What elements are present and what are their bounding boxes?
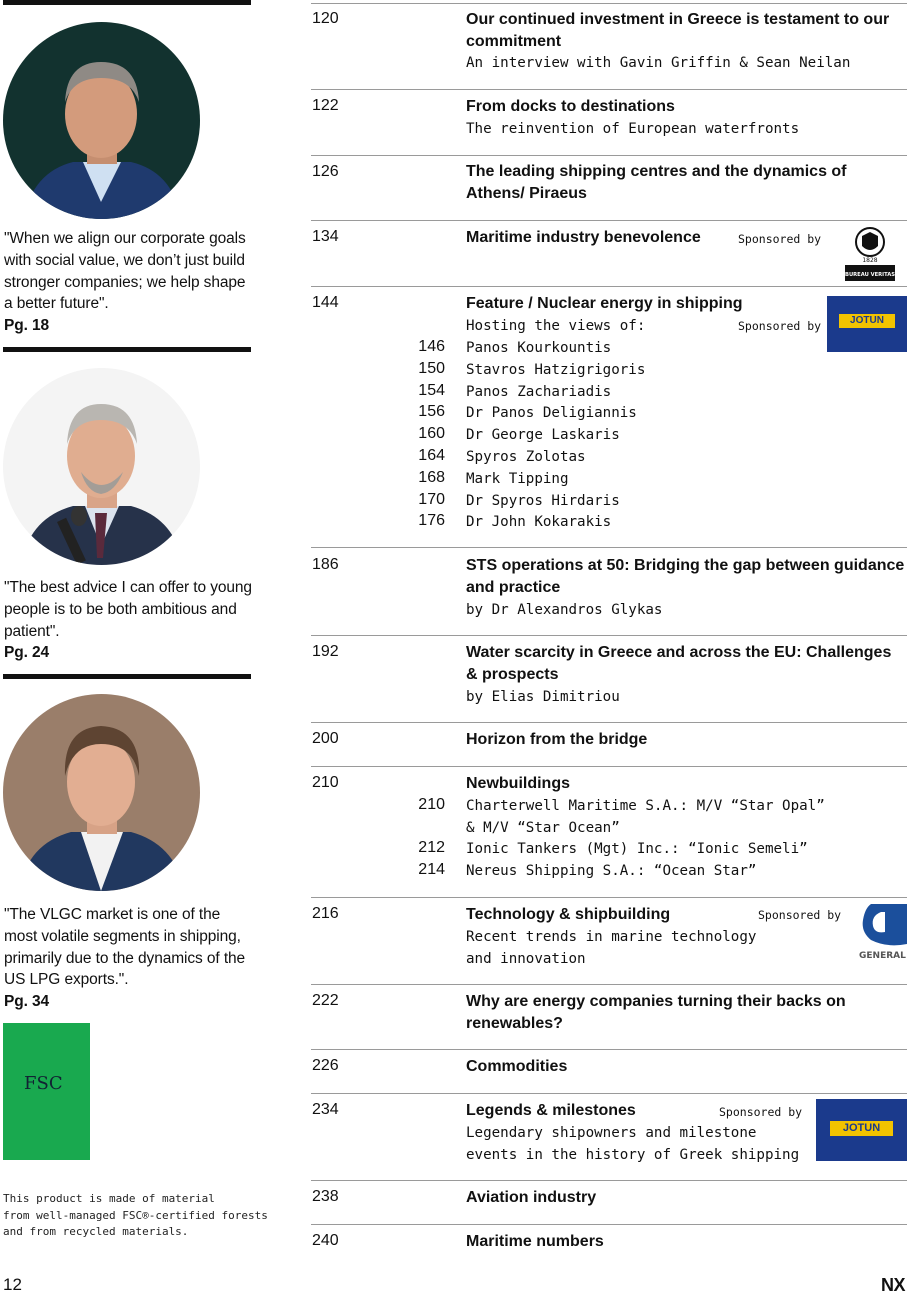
toc-page-number: 238 — [312, 1188, 339, 1205]
sub-page-number: 214 — [418, 861, 445, 878]
sub-entry[interactable]: Panos Zachariadis — [466, 384, 612, 400]
toc-page-number: 240 — [312, 1232, 339, 1249]
toc-title[interactable]: From docks to destinations — [466, 98, 675, 115]
toc-title[interactable]: Horizon from the bridge — [466, 731, 648, 748]
toc-page-number: 120 — [312, 10, 339, 27]
toc-page-number: 226 — [312, 1057, 339, 1074]
sponsor-name: GENERAL — [859, 951, 906, 961]
toc-title[interactable]: Technology & shipbuilding — [466, 906, 671, 923]
sub-page-number: 168 — [418, 469, 445, 486]
sub-entry[interactable]: Charterwell Maritime S.A.: M/V “Star Opal” — [466, 798, 825, 814]
sub-page-number: 146 — [418, 338, 445, 355]
toc-title[interactable]: Water scarcity in Greece and across the EU: Challenges & prospects — [466, 644, 892, 683]
row-divider — [311, 3, 907, 4]
sub-page-number: 154 — [418, 382, 445, 399]
sub-entry[interactable]: Ionic Tankers (Mgt) Inc.: “Ionic Semeli” — [466, 841, 808, 857]
quote-text: "When we align our corporate goals with social value, we don’t just build stronger companies; we help shape a better future". — [4, 230, 246, 313]
toc-page-number: 234 — [312, 1101, 339, 1118]
row-divider — [311, 722, 907, 723]
toc-title[interactable]: The leading shipping centres and the dynamics of Athens/ Piraeus — [466, 163, 847, 202]
toc-title[interactable]: STS operations at 50: Bridging the gap between guidance and practice — [466, 557, 905, 596]
toc-title[interactable]: Our continued investment in Greece is testament to our commitment — [466, 11, 890, 50]
toc-subtitle: Legendary shipowners and milestone — [466, 1125, 757, 1141]
fsc-logo — [3, 1023, 90, 1160]
toc-subtitle: Hosting the views of: — [466, 318, 646, 334]
toc-subtitle: by Elias Dimitriou — [466, 689, 620, 705]
divider-rule — [3, 347, 251, 352]
toc-title[interactable]: Why are energy companies turning their backs on renewables? — [466, 993, 846, 1032]
toc-title[interactable]: Newbuildings — [466, 775, 570, 792]
toc-page-number: 144 — [312, 294, 339, 311]
sponsor-year: 1828 — [862, 257, 878, 264]
sub-page-number: 212 — [418, 839, 445, 856]
sub-entry[interactable]: Stavros Hatzigrigoris — [466, 362, 646, 378]
toc-page-number: 126 — [312, 163, 339, 180]
pull-quote-3 — [4, 904, 254, 1013]
row-divider — [311, 547, 907, 548]
sponsor-name: JOTUN — [830, 1121, 893, 1136]
toc-title[interactable]: Maritime industry benevolence — [466, 229, 701, 246]
toc-page-number: 186 — [312, 556, 339, 573]
toc-page-number: 192 — [312, 643, 339, 660]
bureau-veritas-logo — [844, 224, 896, 282]
toc-page-number: 134 — [312, 228, 339, 245]
toc-page-number: 210 — [312, 774, 339, 791]
row-divider — [311, 1049, 907, 1050]
toc-subtitle: by Dr Alexandros Glykas — [466, 602, 663, 618]
sub-page-number: 170 — [418, 491, 445, 508]
toc-title[interactable]: Maritime numbers — [466, 1233, 604, 1250]
sub-page-number: 210 — [418, 796, 445, 813]
sub-entry[interactable]: Panos Kourkountis — [466, 340, 612, 356]
pull-quote-1 — [4, 228, 254, 337]
toc-subtitle: The reinvention of European waterfronts — [466, 121, 800, 137]
jotun-logo — [816, 1099, 907, 1161]
fsc-note: This product is made of material from well-managed FSC®-certified forests and from recycled materials. — [3, 1192, 268, 1238]
toc-page-number: 200 — [312, 730, 339, 747]
portrait-photo-2 — [3, 368, 200, 565]
portrait-photo-1 — [3, 22, 200, 219]
sponsored-by-label: Sponsored by — [738, 232, 822, 246]
row-divider — [311, 89, 907, 90]
toc-title[interactable]: Legends & milestones — [466, 1102, 636, 1119]
sub-entry[interactable]: Spyros Zolotas — [466, 449, 586, 465]
sub-page-number: 160 — [418, 425, 445, 442]
toc-subtitle-continued: events in the history of Greek shipping — [466, 1147, 800, 1163]
sub-entry[interactable]: Mark Tipping — [466, 471, 569, 487]
quote-page-ref: Pg. 18 — [4, 317, 50, 335]
quote-text: "The VLGC market is one of the most volatile segments in shipping, primarily due to the dynamics of the US LPG exports.". — [4, 906, 246, 989]
row-divider — [311, 897, 907, 898]
general-logo — [857, 900, 907, 962]
sub-page-number: 176 — [418, 512, 445, 529]
toc-title[interactable]: Aviation industry — [466, 1189, 597, 1206]
quote-page-ref: Pg. 24 — [4, 644, 50, 662]
row-divider — [311, 766, 907, 767]
divider-rule — [3, 0, 251, 5]
toc-page-number: 222 — [312, 992, 339, 1009]
toc-subtitle: An interview with Gavin Griffin & Sean Neilan — [466, 55, 851, 71]
quote-text: "The best advice I can offer to young people is to be both ambitious and patient". — [4, 579, 252, 640]
sub-entry[interactable]: Dr Spyros Hirdaris — [466, 493, 620, 509]
sub-entry[interactable]: Dr George Laskaris — [466, 427, 620, 443]
page-number: 12 — [3, 1275, 22, 1294]
portrait-photo-3 — [3, 694, 200, 891]
sponsored-by-label: Sponsored by — [758, 908, 842, 922]
quote-page-ref: Pg. 34 — [4, 993, 50, 1011]
row-divider — [311, 635, 907, 636]
row-divider — [311, 155, 907, 156]
divider-rule — [3, 674, 251, 679]
toc-title[interactable]: Commodities — [466, 1058, 568, 1075]
sub-page-number: 156 — [418, 403, 445, 420]
sub-entry[interactable]: Dr John Kokarakis — [466, 514, 612, 530]
toc-page-number: 122 — [312, 97, 339, 114]
sponsored-by-label: Sponsored by — [738, 319, 822, 333]
toc-title[interactable]: Feature / Nuclear energy in shipping — [466, 295, 743, 312]
sub-page-number: 164 — [418, 447, 445, 464]
row-divider — [311, 1180, 907, 1181]
pull-quote-2 — [4, 577, 254, 664]
sub-entry[interactable]: Nereus Shipping S.A.: “Ocean Star” — [466, 863, 757, 879]
row-divider — [311, 1093, 907, 1094]
toc-page-number: 216 — [312, 905, 339, 922]
toc-subtitle: Recent trends in marine technology — [466, 929, 757, 945]
sub-entry-continued: & M/V “Star Ocean” — [466, 820, 620, 836]
toc-subtitle-continued: and innovation — [466, 951, 586, 967]
row-divider — [311, 220, 907, 221]
row-divider — [311, 1224, 907, 1225]
brand-logo: NX — [880, 1275, 905, 1295]
sponsor-name: JOTUN — [839, 314, 895, 328]
row-divider — [311, 286, 907, 287]
sponsor-name: BUREAU VERITAS — [845, 272, 895, 278]
sub-entry[interactable]: Dr Panos Deligiannis — [466, 405, 637, 421]
jotun-logo — [827, 296, 907, 352]
fsc-label: FSC — [24, 1073, 63, 1094]
row-divider — [311, 984, 907, 985]
sub-page-number: 150 — [418, 360, 445, 377]
sponsored-by-label: Sponsored by — [719, 1105, 803, 1119]
